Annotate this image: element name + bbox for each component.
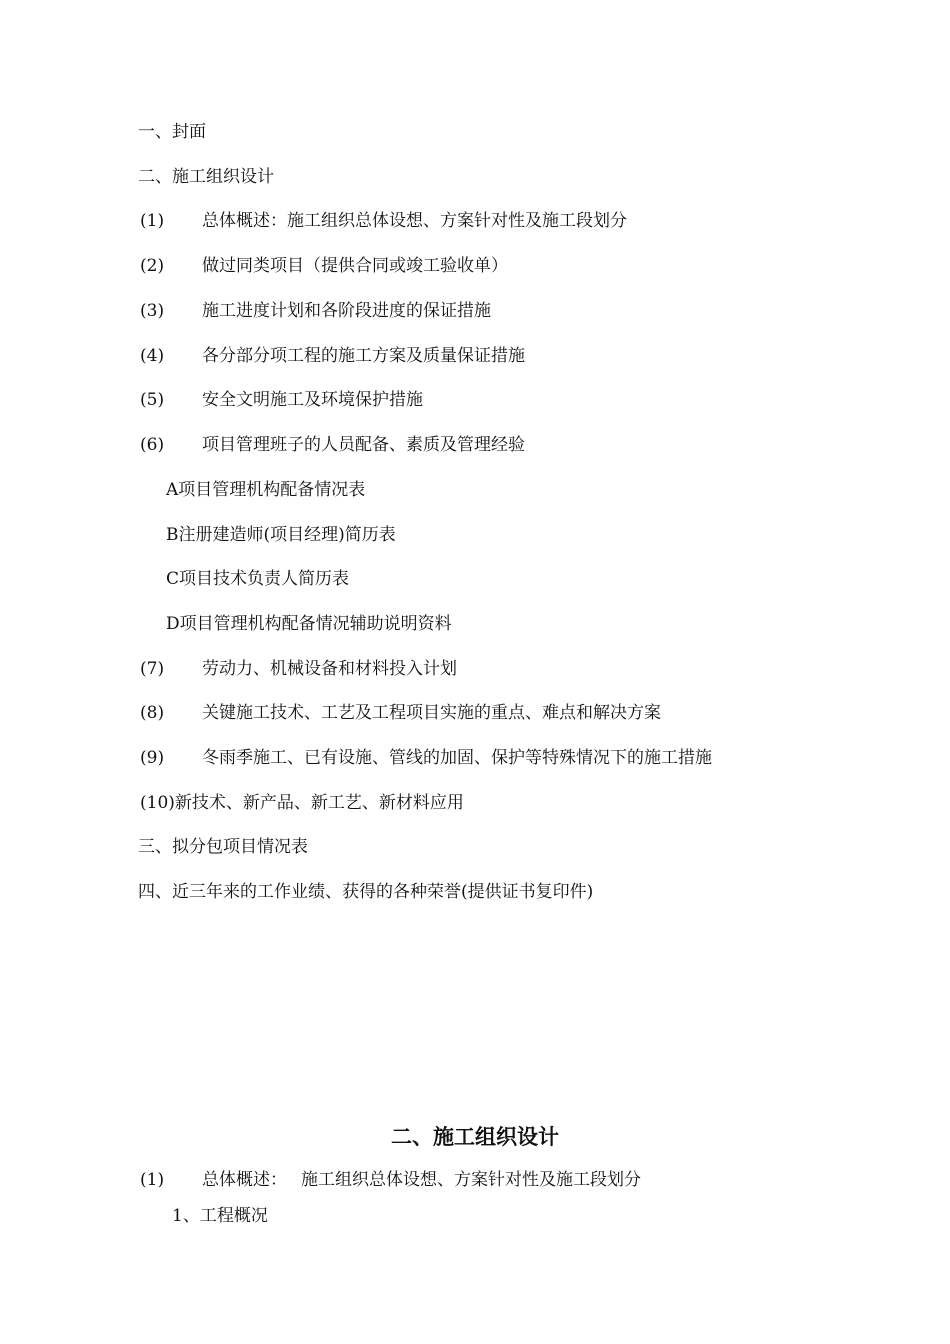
toc-item-number: (6) [140, 435, 165, 455]
toc-item-7 [140, 657, 457, 681]
toc-item-number: (9) [140, 748, 165, 768]
toc-item-number: (1) [140, 211, 165, 231]
toc-item-text: 冬雨季施工、已有设施、管线的加固、保护等特殊情况下的施工措施 [202, 748, 712, 768]
toc-item-text: 施工进度计划和各阶段进度的保证措施 [202, 301, 491, 321]
toc-item-6 [140, 433, 525, 457]
section-item-number: (1) [140, 1170, 165, 1190]
section-subheading: 1、工程概况 [172, 1206, 268, 1226]
toc-achievements: 四、近三年来的工作业绩、获得的各种荣誉(提供证书复印件) [138, 882, 594, 902]
toc-subitem-b: B注册建造师(项目经理)简历表 [166, 525, 396, 545]
toc-item-number: (4) [140, 346, 165, 366]
toc-item-number: (3) [140, 301, 165, 321]
toc-item-number: (8) [140, 703, 165, 723]
toc-item-4 [140, 344, 525, 368]
toc-item-text: 各分部分项工程的施工方案及质量保证措施 [202, 346, 525, 366]
toc-item-9 [140, 746, 712, 770]
toc-item-number: (2) [140, 256, 165, 276]
toc-item-text: 安全文明施工及环境保护措施 [202, 390, 423, 410]
toc-item-number: (7) [140, 659, 165, 679]
section-item-label: 总体概述： [202, 1170, 287, 1190]
toc-item-number: (5) [140, 390, 165, 410]
toc-subitem-c: C项目技术负责人简历表 [166, 569, 350, 589]
toc-item-8 [140, 701, 661, 725]
toc-subitem-d: D项目管理机构配备情况辅助说明资料 [166, 614, 452, 634]
toc-item-text: 总体概述：施工组织总体设想、方案针对性及施工段划分 [202, 211, 627, 231]
toc-cover: 一、封面 [138, 122, 206, 142]
toc-item-text: 做过同类项目（提供合同或竣工验收单） [202, 256, 508, 276]
toc-item-text: 劳动力、机械设备和材料投入计划 [202, 659, 457, 679]
toc-item-5 [140, 388, 423, 412]
toc-item-10: (10)新技术、新产品、新工艺、新材料应用 [140, 793, 464, 813]
toc-item-2 [140, 254, 508, 278]
toc-item-text: 项目管理班子的人员配备、素质及管理经验 [202, 435, 525, 455]
toc-item-1 [140, 209, 627, 233]
toc-subcontract: 三、拟分包项目情况表 [138, 837, 308, 857]
section-item-text: 施工组织总体设想、方案针对性及施工段划分 [301, 1170, 641, 1190]
toc-construction-design: 二、施工组织设计 [138, 167, 274, 187]
toc-item-3 [140, 299, 491, 323]
toc-item-text: 关键施工技术、工艺及工程项目实施的重点、难点和解决方案 [202, 703, 661, 723]
section-item-1 [140, 1168, 641, 1192]
toc-subitem-a: A项目管理机构配备情况表 [166, 480, 366, 500]
section-title: 二、施工组织设计 [391, 1124, 559, 1149]
